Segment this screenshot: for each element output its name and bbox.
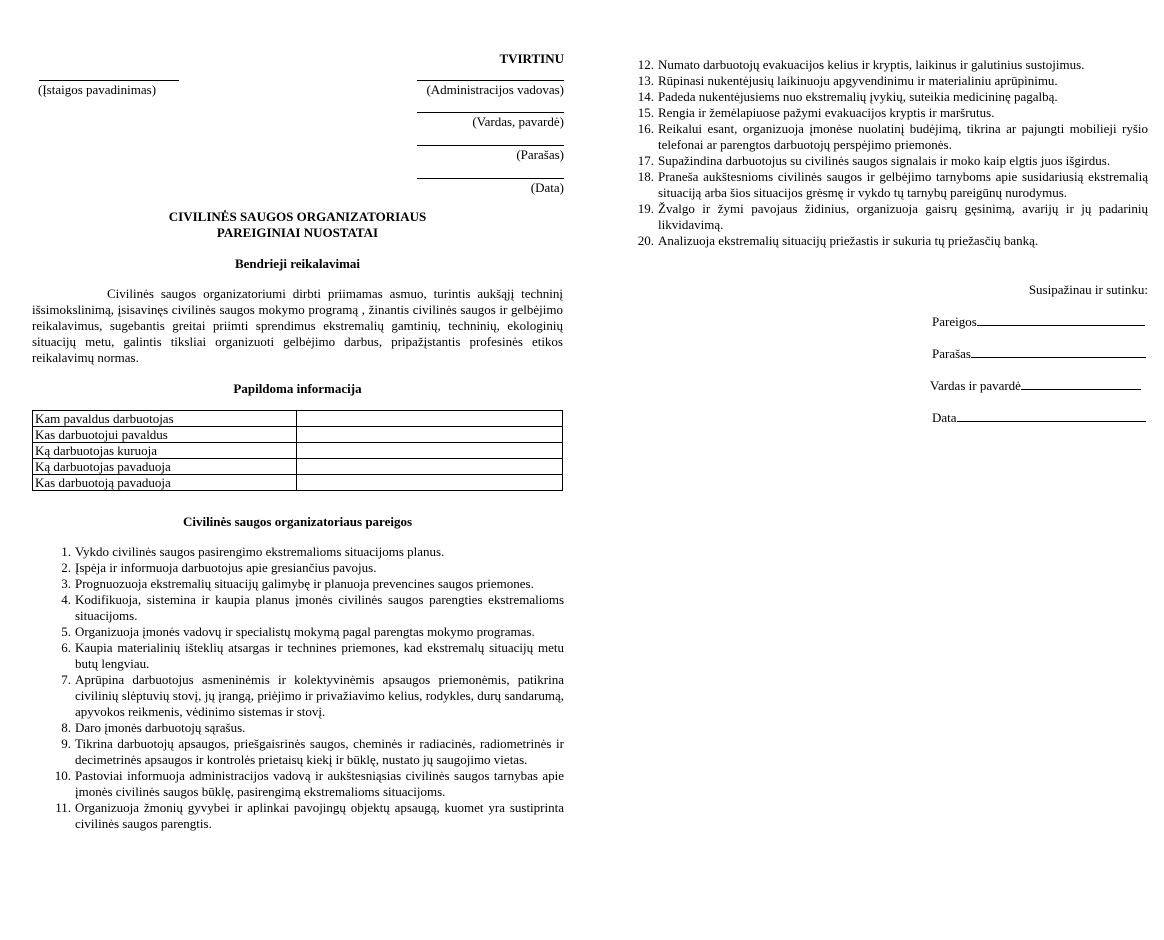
duties-list-right xyxy=(635,57,1148,249)
table-cell-value[interactable] xyxy=(297,459,563,475)
list-item-number: 6. xyxy=(61,640,71,655)
list-item-number: 19. xyxy=(637,201,654,216)
list-item-text: Žvalgo ir žymi pavojaus židinius, organizuoja gaisrų gęsinimą, avarijų ir jų padarinių likvidavimą. xyxy=(658,201,1148,232)
list-item xyxy=(52,624,564,640)
list-item xyxy=(635,105,1148,121)
signature-field xyxy=(932,345,1146,362)
table-cell-label: Ką darbuotojas kuruoja xyxy=(33,443,297,459)
list-item-number: 9. xyxy=(61,736,71,751)
date-field-line[interactable] xyxy=(957,409,1146,422)
table-cell-label: Ką darbuotojas pavaduoja xyxy=(33,459,297,475)
list-item-number: 12. xyxy=(637,57,654,72)
table-row xyxy=(33,443,563,459)
list-item-text: Numato darbuotojų evakuacijos kelius ir kryptis, laikinus ir galutinius sustojimus. xyxy=(658,57,1085,72)
table-cell-value[interactable] xyxy=(297,443,563,459)
list-item-text: Rengia ir žemėlapiuose pažymi evakuacijos kryptis ir maršrutus. xyxy=(658,105,995,120)
list-item-number: 14. xyxy=(637,89,654,104)
position-field xyxy=(932,313,1145,330)
list-item-text: Organizuoja įmonės vadovų ir specialistų mokymą pagal parengtas mokymo programas. xyxy=(75,624,535,639)
table-row xyxy=(33,411,563,427)
name-label: Vardas ir pavardė xyxy=(930,378,1021,393)
list-item xyxy=(635,73,1148,89)
list-item xyxy=(635,57,1148,73)
list-item-number: 5. xyxy=(61,624,71,639)
document-title-line2: PAREIGINIAI NUOSTATAI xyxy=(216,225,379,240)
institution-label: (Įstaigos pavadinimas) xyxy=(38,82,157,97)
table-cell-label: Kas darbuotoją pavaduoja xyxy=(33,475,297,491)
list-item xyxy=(52,640,564,672)
approve-heading: TVIRTINU xyxy=(499,51,564,66)
list-item-number: 15. xyxy=(637,105,654,120)
signature-field-line[interactable] xyxy=(971,345,1146,358)
position-line[interactable] xyxy=(977,313,1145,326)
table-cell-value[interactable] xyxy=(297,411,563,427)
name-surname-line xyxy=(417,112,564,113)
position-label: Pareigos xyxy=(932,314,977,329)
admin-head-label: (Administracijos vadovas) xyxy=(426,82,564,97)
list-item-number: 20. xyxy=(637,233,654,248)
admin-head-line xyxy=(417,80,564,81)
list-item-number: 17. xyxy=(637,153,654,168)
list-item-text: Rūpinasi nukentėjusių laikinuoju apgyvendinimu ir materialiniu aprūpinimu. xyxy=(658,73,1058,88)
list-item-text: Aprūpina darbuotojus asmeninėmis ir kolektyvinėmis apsaugos priemonėmis, patikrina civilinių slėptuvių stovį, jų įrangą, priėjimo ir privažiavimo kelius, rodykles, durų sandarumą, apyvokos reikmenis, vėdinimo sistemas ir stovį. xyxy=(75,672,564,719)
list-item-text: Praneša aukštesnioms civilinės saugos ir gelbėjimo tarnyboms apie susidariusią ekstremalią situaciją arba šios situacijos grėsmę ir vykdo tų tarnybų pareigūnų nurodymus. xyxy=(658,169,1148,200)
table-cell-value[interactable] xyxy=(297,475,563,491)
table-row xyxy=(33,475,563,491)
list-item-number: 11. xyxy=(55,800,71,815)
list-item-text: Organizuoja žmonių gyvybei ir aplinkai pavojingų objektų apsaugą, kuomet yra sustiprinta civilinės saugos parengtis. xyxy=(75,800,564,831)
list-item-text: Analizuoja ekstremalių situacijų priežastis ir sukuria tų priežasčių banką. xyxy=(658,233,1039,248)
table-cell-value[interactable] xyxy=(297,427,563,443)
table-row xyxy=(33,459,563,475)
list-item-text: Daro įmonės darbuotojų sąrašus. xyxy=(75,720,246,735)
table-cell-label: Kam pavaldus darbuotojas xyxy=(33,411,297,427)
list-item-number: 7. xyxy=(61,672,71,687)
name-field xyxy=(930,377,1141,394)
list-item xyxy=(52,768,564,800)
duties-list-left xyxy=(52,544,564,832)
table-cell-label: Kas darbuotojui pavaldus xyxy=(33,427,297,443)
date-line xyxy=(417,178,564,179)
list-item-text: Įspėja ir informuoja darbuotojus apie gresiančius pavojus. xyxy=(75,560,377,575)
document-title-line1: CIVILINĖS SAUGOS ORGANIZATORIAUS xyxy=(168,209,427,224)
list-item xyxy=(635,201,1148,233)
general-paragraph: Civilinės saugos organizatoriumi dirbti priimamas asmuo, turintis aukšąjį techninį išsimokslinimą, įsisavinęs civilinės saugos mokymo programą , žinantis civilinės saugos ir gelbėjimo reikalavimus, sugebantis greitai priimti sprendimus ekstremalių gamtinių, techninių, ekologinių situacijų metu, galintis tiksliai organizuoti gelbėjimo darbus, pripažįstantis profesinės etikos reikalavimų normas. xyxy=(32,286,563,365)
list-item xyxy=(635,233,1148,249)
general-heading: Bendrieji reikalavimai xyxy=(234,256,361,271)
list-item-number: 13. xyxy=(637,73,654,88)
list-item-text: Kaupia materialinių išteklių atsargas ir technines priemones, kad ekstremalų situacijų metu butų lengviau. xyxy=(75,640,564,671)
list-item-number: 1. xyxy=(61,544,71,559)
signature-field-label: Parašas xyxy=(932,346,971,361)
institution-line xyxy=(39,80,179,81)
list-item xyxy=(635,89,1148,105)
list-item xyxy=(52,560,564,576)
list-item-text: Reikalui esant, organizuoja įmonėse nuolatinį budėjimą, tikrina ar pajungti mobiliejі ryšio telefonai ar parengtos darbuotojų perspėjimo priemonės. xyxy=(658,121,1148,152)
list-item-text: Padeda nukentėjusiems nuo ekstremalių įvykių, suteikia medicininę pagalbą. xyxy=(658,89,1058,104)
list-item xyxy=(52,576,564,592)
list-item xyxy=(52,800,564,832)
list-item-text: Pastoviai informuoja administracijos vadovą ir aukštesniąsias civilinės saugos tarnybas apie įmonės civilinės saugos būklę, pasirengimą ekstremalioms situacijoms. xyxy=(75,768,564,799)
name-line[interactable] xyxy=(1021,377,1141,390)
date-field xyxy=(932,409,1146,426)
list-item xyxy=(52,544,564,560)
name-surname-label: (Vardas, pavardė) xyxy=(472,114,564,129)
duties-heading: Civilinės saugos organizatoriaus pareigos xyxy=(182,514,413,529)
list-item-text: Vykdo civilinės saugos pasirengimo ekstremalioms situacijoms planus. xyxy=(75,544,445,559)
acknowledge-text: Susipažinau ir sutinku: xyxy=(1028,282,1148,297)
list-item-text: Prognuozuoja ekstremalių situacijų galimybę ir planuoja prevencines saugos priemones. xyxy=(75,576,534,591)
list-item-number: 3. xyxy=(61,576,71,591)
list-item-number: 10. xyxy=(54,768,71,783)
list-item xyxy=(635,153,1148,169)
list-item xyxy=(635,121,1148,153)
list-item-number: 4. xyxy=(61,592,71,607)
list-item-number: 8. xyxy=(61,720,71,735)
additional-info-table xyxy=(32,410,563,491)
list-item xyxy=(52,736,564,768)
list-item xyxy=(52,672,564,720)
list-item-text: Tikrina darbuotojų apsaugos, priešgaisrinės saugos, cheminės ir radiacinės, radiometrinės ir decimetrinės apsaugos ir kontrolės prietaisų kiekį ir būklę, nustato jų saugojimo vietas. xyxy=(75,736,564,767)
additional-heading: Papildoma informacija xyxy=(233,381,362,396)
list-item-text: Supažindina darbuotojus su civilinės saugos signalais ir moko kaip elgtis juos išgirdus. xyxy=(658,153,1111,168)
signature-line xyxy=(417,145,564,146)
list-item-number: 2. xyxy=(61,560,71,575)
list-item-text: Kodifikuoja, sistemina ir kaupia planus įmonės civilinės saugos parengties ekstremalioms situacijoms. xyxy=(75,592,564,623)
list-item xyxy=(635,169,1148,201)
signature-label: (Parašas) xyxy=(516,147,564,162)
date-label: (Data) xyxy=(530,180,564,195)
date-field-label: Data xyxy=(932,410,957,425)
list-item-number: 16. xyxy=(637,121,654,136)
table-row xyxy=(33,427,563,443)
list-item-number: 18. xyxy=(637,169,654,184)
list-item xyxy=(52,720,564,736)
list-item xyxy=(52,592,564,624)
